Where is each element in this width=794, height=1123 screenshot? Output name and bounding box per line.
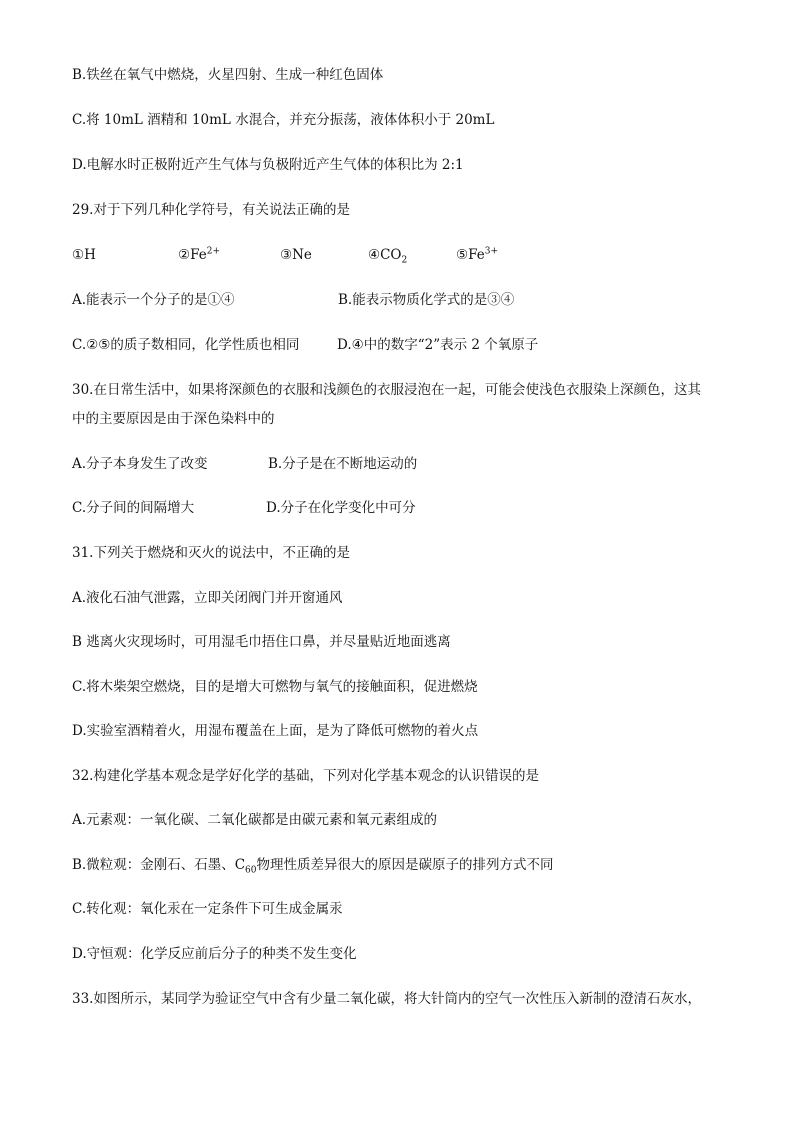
q30-option-b: B.分子是在不断地运动的	[268, 456, 418, 472]
q30-stem-line2: 中的主要原因是由于深色染料中的	[72, 411, 275, 427]
q30-option-c: C.分子间的间隔增大	[72, 500, 195, 516]
q30-options-cd	[72, 499, 712, 517]
q32-stem: 32.构建化学基本观念是学好化学的基础，下列对化学基本观念的认识错误的是	[72, 768, 539, 784]
q29-options-cd	[72, 336, 712, 354]
q28-option-c: C.将 10mL 酒精和 10mL 水混合，并充分振荡，液体体积小于 20mL	[72, 112, 495, 128]
q29-option-c: C.②⑤的质子数相同，化学性质也相同	[72, 337, 300, 353]
q29-option-d: D.④中的数字“2”表示 2 个氧原子	[337, 337, 539, 353]
q28-option-d: D.电解水时正极附近产生气体与负极附近产生气体的体积比为 2:1	[72, 157, 464, 173]
q31-option-d: D.实验室酒精着火，用湿布覆盖在上面，是为了降低可燃物的着火点	[72, 723, 479, 739]
q32-option-c: C.转化观：氧化汞在一定条件下可生成金属汞	[72, 901, 343, 917]
q30-option-d: D.分子在化学变化中可分	[266, 500, 416, 516]
q29-symbol-1: ①H	[72, 247, 96, 263]
q31-option-b: B 逃离火灾现场时，可用湿毛巾捂住口鼻，并尽量贴近地面逃离	[72, 634, 451, 650]
q28-option-b: B.铁丝在氧气中燃烧，火星四射、生成一种红色固体	[72, 67, 384, 83]
q33-stem: 33.如图所示，某同学为验证空气中含有少量二氧化碳，将大针筒内的空气一次性压入新制的澄清石灰水，	[72, 991, 701, 1007]
q31-stem: 31.下列关于燃烧和灭火的说法中，不正确的是	[72, 545, 350, 561]
q29-symbol-5: $⑤Fe^{3+}$	[456, 246, 499, 263]
q29-symbols-row	[72, 246, 632, 264]
q29-option-b: B.能表示物质化学式的是③④	[338, 292, 515, 308]
q29-options-ab	[72, 291, 712, 309]
q32-option-a: A.元素观：一氧化碳、二氧化碳都是由碳元素和氧元素组成的	[72, 812, 438, 828]
q30-option-a: A.分子本身发生了改变	[72, 456, 208, 472]
q29-symbol-4: $④CO_2$	[368, 247, 408, 266]
q30-stem-line1: 30.在日常生活中，如果将深颜色的衣服和浅颜色的衣服浸泡在一起，可能会使浅色衣服染上深颜色，这其	[72, 382, 701, 398]
q29-option-a: A.能表示一个分子的是①④	[72, 292, 235, 308]
q29-stem: 29.对于下列几种化学符号，有关说法正确的是	[72, 202, 350, 218]
q32-option-b: B.微粒观：金刚石、石墨、$C_{60}$物理性质差异很大的原因是碳原子的排列方式不同	[72, 857, 554, 876]
q30-options-ab	[72, 455, 712, 473]
q29-symbol-2: $②Fe^{2+}$	[178, 246, 221, 263]
q31-option-a: A.液化石油气泄露，立即关闭阀门并开窗通风	[72, 590, 343, 606]
q29-symbol-3: ③Ne	[280, 247, 312, 263]
q31-option-c: C.将木柴架空燃烧，目的是增大可燃物与氧气的接触面积，促进燃烧	[72, 679, 478, 695]
q32-option-d: D.守恒观：化学反应前后分子的种类不发生变化	[72, 946, 357, 962]
